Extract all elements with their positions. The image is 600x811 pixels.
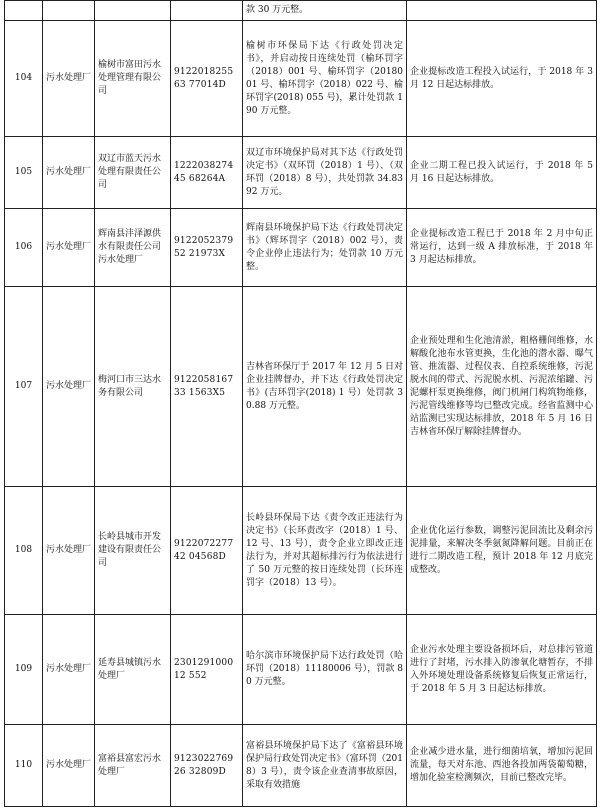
cell-company	[95, 1, 171, 21]
facility-type: 污水处理厂	[43, 137, 95, 209]
facility-type: 污水处理厂	[43, 21, 95, 137]
table-row-fragment	[5, 1, 597, 21]
rectification-status: 企业预处理和生化池清淤，粗格栅间维修，水解酸化池布水管更换，生化池的潜水器、曝气管、推流器、过程仪表、自控系统维修，污泥脱水间的带式、污泥脱水机、污泥浓缩罐、污泥螺杆泵更换维修，阀门机闸门构筑物维修，污泥管线维修等均已整改完成。经省监测中心站监测已实现达标排放，2018 年 5 月 16 日吉林省环保厅解除挂牌督办。	[407, 287, 597, 487]
table-row	[5, 487, 597, 615]
table-row	[5, 615, 597, 725]
penalty-measures: 榆树市环保局下达《行政处罚决定书》，并启动按日连续处罚（榆环罚字（2018）001 号、榆环罚字（2018001 号、榆环罚字（2018）022 号、榆环罚字(2018) 055 号)，累计处罚款 190 万元整。	[243, 21, 407, 137]
facility-type: 污水处理厂	[43, 615, 95, 725]
table-row	[5, 209, 597, 287]
table-row	[5, 21, 597, 137]
cell-code	[171, 1, 243, 21]
table-row	[5, 287, 597, 487]
credit-code: 912205237952 21973X	[171, 209, 243, 287]
company-name: 辉南县沣泽源供水有限责任公司污水处理厂	[95, 209, 171, 287]
cell-no	[5, 1, 43, 21]
company-name: 长岭县城市开发建设有限责任公司	[95, 487, 171, 615]
cell-rectification	[407, 1, 597, 21]
credit-code: 912302276926 32809D	[171, 725, 243, 807]
rectification-status: 企业优化运行参数，调整污泥回流比及剩余污泥排量，来解决冬季氨氮降解问题。目前正在进行二期改造工程，预计 2018 年 12 月底完成整改。	[407, 487, 597, 615]
row-number: 110	[5, 725, 43, 807]
row-number: 109	[5, 615, 43, 725]
row-number: 106	[5, 209, 43, 287]
penalty-measures: 哈尔滨市环境保护局下达行政处罚（哈环罚（2018）11180006 号），罚款 80 万元整。	[243, 615, 407, 725]
rectification-status: 企业二期工程已投入试运行，于 2018 年 5 月 16 日起达标排放。	[407, 137, 597, 209]
company-name: 延寿县城镇污水处理厂	[95, 615, 171, 725]
penalty-measures: 长岭县环保局下达《责令改正违法行为决定书》（长环责改字（2018）1 号、12 号、13 号），责令企业立即改正违法行为，并对其超标排污行为依法进行了 50 万元整的按日连续处罚（长环连罚字（2018）13 号）。	[243, 487, 407, 615]
cell-type	[43, 1, 95, 21]
facility-type: 污水处理厂	[43, 725, 95, 807]
rectification-status: 企业提标改造工程投入试运行，于 2018 年 3 月 12 日起达标排放。	[407, 21, 597, 137]
row-number: 104	[5, 21, 43, 137]
company-name: 梅河口市三达水务有限公司	[95, 287, 171, 487]
rectification-status: 企业提标改造工程已于 2018 年 2 月中旬正常运行，达到一级 A 排放标准，于 2018 年 3 月起达标排放。	[407, 209, 597, 287]
facility-type: 污水处理厂	[43, 487, 95, 615]
credit-code: 912207227742 04568D	[171, 487, 243, 615]
enforcement-table	[4, 0, 597, 807]
credit-code: 912205816733 1563X5	[171, 287, 243, 487]
row-number: 107	[5, 287, 43, 487]
rectification-status: 企业污水处理主要设备损坏后，对总排污管道进行了封堵，污水排入防渗氧化塘暂存，不排入外环境处理设备系统修复后恢复正常运行，于 2018 年 5 月 3 日起达标排放。	[407, 615, 597, 725]
credit-code: 230129100012 552	[171, 615, 243, 725]
table-row	[5, 725, 597, 807]
company-name: 富裕县富宏污水处理厂	[95, 725, 171, 807]
penalty-measures: 富裕县环境保护局下达了《富裕县环境保护局行政处罚决定书》（富环罚（2018）3 号），责令该企业查清事故原因，采取有效措施	[243, 725, 407, 807]
cell-penalty: 款 30 万元整。	[243, 1, 407, 21]
table-row	[5, 137, 597, 209]
credit-code: 122203827445 68264A	[171, 137, 243, 209]
penalty-measures: 双辽市环境保护局对其下达《行政处罚决定书》（双环罚（2018）1 号）、（双环罚（2018）8 号），共处罚款 34.8392 万元。	[243, 137, 407, 209]
penalty-measures: 辉南县环境保护局下达《行政处罚决定书》（辉环罚字（2018）002 号），责令企业停止违法行为；处罚款 10 万元整。	[243, 209, 407, 287]
row-number: 105	[5, 137, 43, 209]
facility-type: 污水处理厂	[43, 287, 95, 487]
row-number: 108	[5, 487, 43, 615]
facility-type: 污水处理厂	[43, 209, 95, 287]
company-name: 双辽市蓝天污水处理有限责任公司	[95, 137, 171, 209]
penalty-measures: 吉林省环保厅于 2017 年 12 月 5 日对企业挂牌督办，并下达《行政处罚决定书》(吉环罚字(2018) 1 号）处罚款 30.88 万元整。	[243, 287, 407, 487]
company-name: 榆树市富田污水处理管理有限公司	[95, 21, 171, 137]
credit-code: 912201825563 77014D	[171, 21, 243, 137]
rectification-status: 企业减少进水量，进行细菌培氧，增加污泥回流量，每天对东池、西池各投加两袋葡萄糖，增加化验室检测频次，目前已整改完毕。	[407, 725, 597, 807]
